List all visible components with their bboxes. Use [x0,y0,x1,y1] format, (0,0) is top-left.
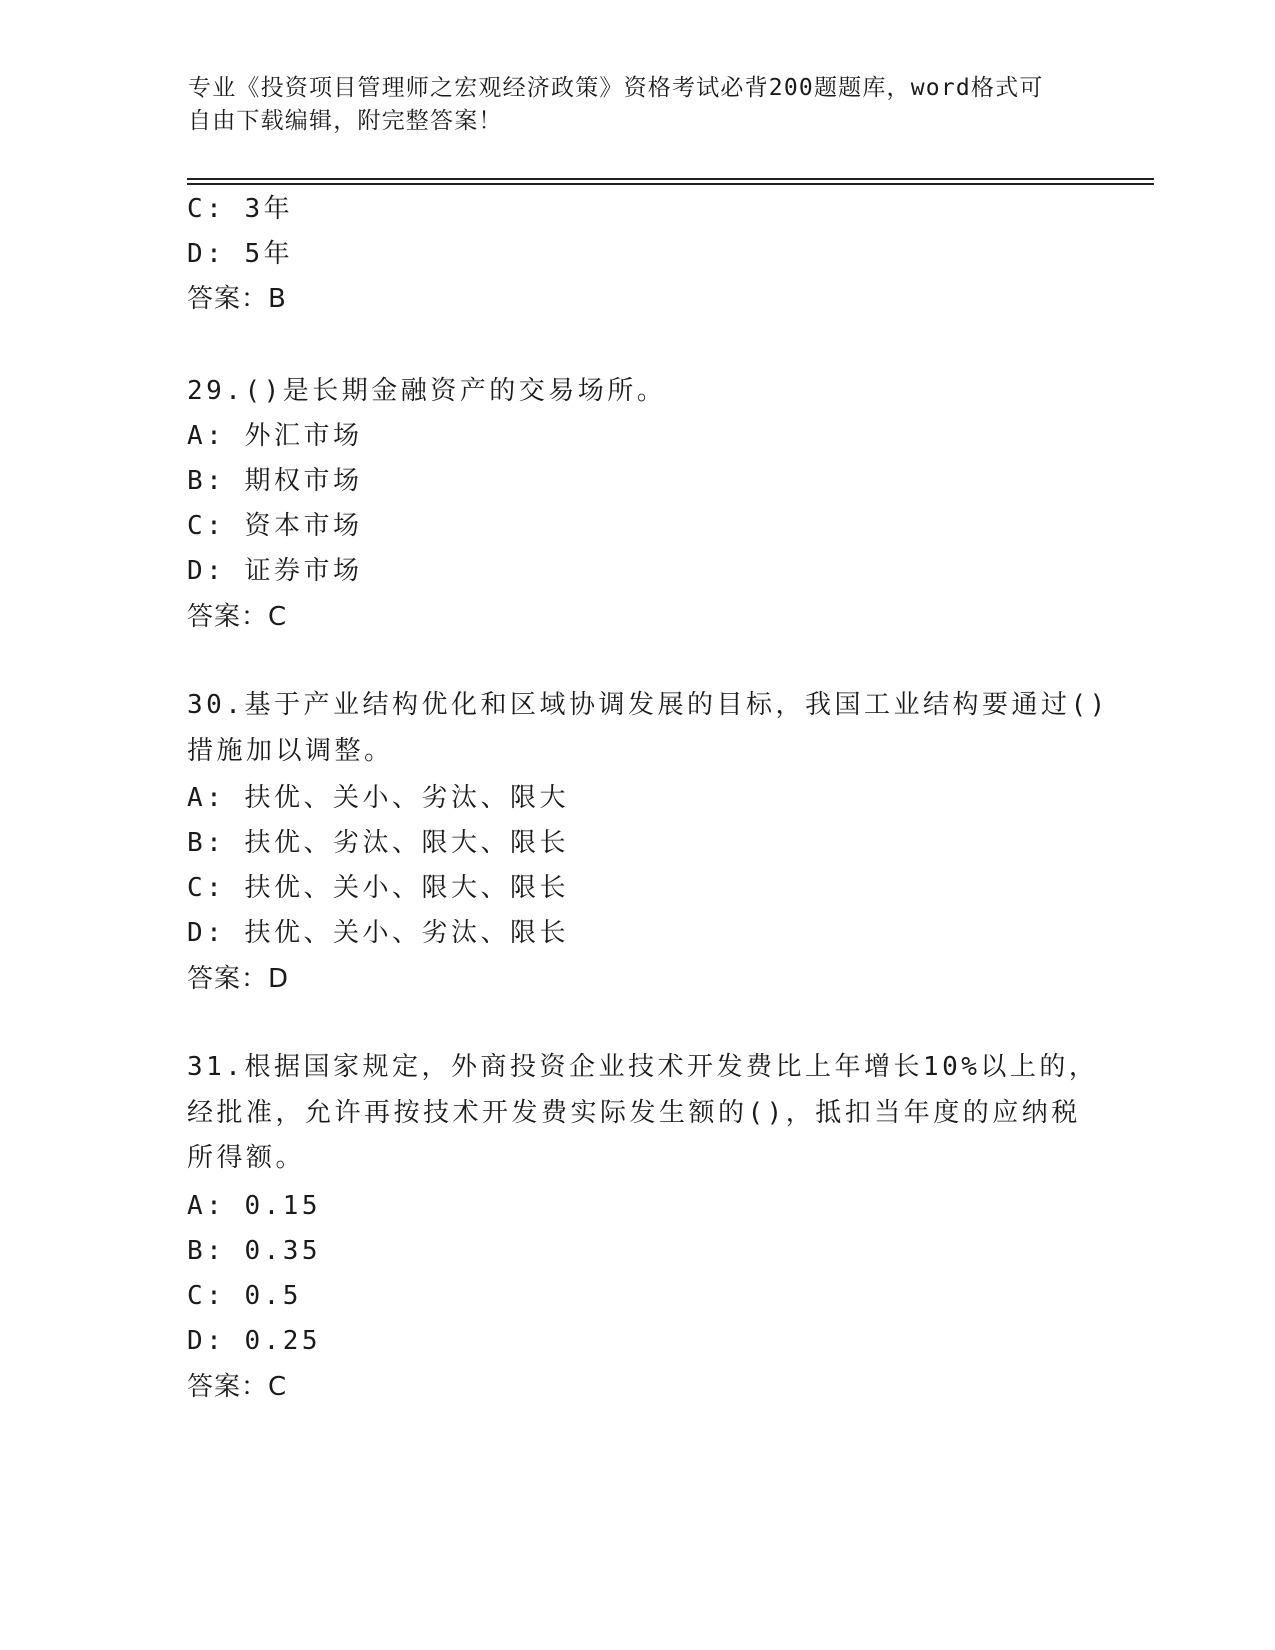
q30-stem-line-2: 措施加以调整。 [187,735,394,766]
q29-option-c: C: 资本市场 [187,511,363,541]
q28-option-c: C: 3年 [187,194,294,224]
q29-option-d: D: 证券市场 [187,556,363,586]
header-divider-bottom [187,183,1154,185]
q31-stem-line-1: 31.根据国家规定，外商投资企业技术开发费比上年增长10%以上的， [187,1052,1099,1082]
document-header [188,72,1068,138]
q31-stem-line-3: 所得额。 [187,1143,306,1173]
q30-option-c: C: 扶优、关小、限大、限长 [187,873,569,903]
q30-option-b: B: 扶优、劣汰、限大、限长 [187,828,569,858]
header-divider-top [187,178,1154,180]
q29-option-a: A: 外汇市场 [187,421,363,451]
q30-answer: 答案：D [187,964,290,994]
header-line-1: 专业《投资项目管理师之宏观经济政策》资格考试必背200题题库，word格式可 [188,75,1044,101]
q28-answer: 答案：B [187,284,287,314]
q28-option-d: D: 5年 [187,239,294,269]
q30-stem [187,683,1109,774]
q31-stem [187,1045,1099,1182]
q30-stem-line-1: 30.基于产业结构优化和区域协调发展的目标，我国工业结构要通过() [187,690,1109,720]
q29-answer: 答案：C [187,602,288,632]
q31-stem-line-2: 经批准，允许再按技术开发费实际发生额的()，抵扣当年度的应纳税 [187,1097,1081,1128]
header-line-2: 自由下载编辑，附完整答案！ [188,108,503,134]
q30-option-a: A: 扶优、关小、劣汰、限大 [187,783,569,813]
q31-answer: 答案：C [187,1372,288,1402]
q31-option-a: A: 0.15 [187,1191,322,1221]
q30-option-d: D: 扶优、关小、劣汰、限长 [187,918,569,948]
q29-stem: 29.()是长期金融资产的交易场所。 [187,376,667,406]
q31-option-d: D: 0.25 [187,1326,322,1356]
q29-option-b: B: 期权市场 [187,466,363,496]
q31-option-c: C: 0.5 [187,1281,302,1311]
q31-option-b: B: 0.35 [187,1236,322,1266]
